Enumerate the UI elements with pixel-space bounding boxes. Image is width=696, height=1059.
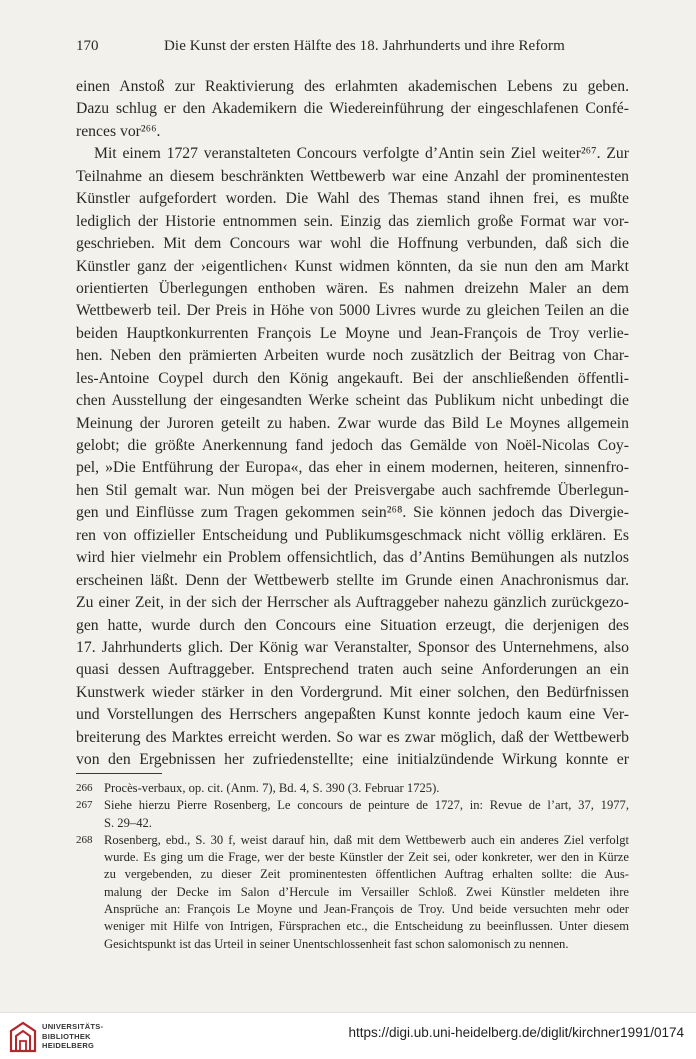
body-line: gelobt; die größte Anerkennung fand jedoch das Gemälde von Noël-Nicolas Coy- bbox=[76, 437, 629, 454]
footer-bar bbox=[0, 1012, 696, 1059]
body-line: Zu einer Zeit, in der sich der Herrscher als Auftraggeber nahezu gänzlich zurückgezo- bbox=[76, 594, 629, 612]
body-line: Kunstwerk wieder stärker in den Vordergrund. Mit einer solchen, den Bedürfnissen bbox=[76, 683, 629, 701]
body-line: pel, »Die Entführung der Europa«, das eher in einem modernen, heiteren, sinnenfro- bbox=[76, 459, 629, 477]
footnote-number: 268 bbox=[76, 833, 93, 846]
footnote-number: 267 bbox=[76, 799, 93, 812]
footnote-text: zu vergebenden, zu dieser Zeit prominentesten öffentlichen Auftrag erhalten sollte: die Aus- bbox=[104, 867, 629, 882]
heidelberg-library-logo-icon[interactable] bbox=[8, 1021, 38, 1053]
body-line: gen hatte, wurde durch den Concours eine Situation erzeugt, die derjenigen des bbox=[76, 616, 629, 634]
body-line: breiterung des Marktes erreicht werden. So war es zwar möglich, daß der Wettbewerb bbox=[76, 728, 629, 746]
source-url-link[interactable]: https://digi.ub.uni-heidelberg.de/diglit/kirchner1991/0174 bbox=[348, 1025, 684, 1040]
page-number: 170 bbox=[76, 38, 99, 54]
body-line: von den Ergebnissen her zufriedenstellte; eine initialzündende Wirkung konnte er bbox=[76, 751, 629, 769]
footnote-text: wurde. Es ging um die Frage, wer der beste Künstler der Zeit sei, oder konkreter, wer den in Kürze bbox=[104, 850, 629, 865]
body-line: geschrieben. Mit dem Concours war wohl die Hoffnung verbunden, daß sich die bbox=[76, 235, 629, 253]
footnote-text: malung der Decke im Salon d’Hercule im Versailler Schloß. Zwei Künstler meldeten ihre bbox=[104, 884, 629, 899]
body-line: rences vor²⁶⁶. bbox=[76, 122, 161, 140]
library-name: UNIVERSITÄTS- BIBLIOTHEK HEIDELBERG bbox=[42, 1022, 104, 1050]
body-line: Künstler ganz der ›eigentlichen‹ Kunst widmen könnten, da sie nun den am Markt bbox=[76, 257, 629, 275]
running-head: Die Kunst der ersten Hälfte des 18. Jahrhunderts und ihre Reform bbox=[164, 38, 565, 54]
footnotes bbox=[76, 780, 629, 953]
body-line: les-Antoine Coypel durch den König angekauft. Bei der anschließenden öffentli- bbox=[76, 369, 629, 387]
body-line: ren von offizieller Entscheidung und Publikumsgeschmack nicht völlig erklären. Es bbox=[76, 526, 629, 544]
body-line: quasi dessen Auftraggeber. Entsprechend traten auch seine Anforderungen an ein bbox=[76, 661, 629, 679]
body-line: 17. Jahrhunderts glich. Der König war Veranstalter, Sponsor des Unternehmens, also bbox=[76, 638, 629, 656]
body-line: Teilnahme an diesem beschränkten Wettbewerb war eine Anzahl der prominentesten bbox=[76, 167, 629, 185]
body-line: beiden Hauptkonkurrenten François Le Moyne und Jean-François de Troy verlie- bbox=[76, 324, 629, 342]
body-line: Meinung der Juroren geteilt zu haben. Zwar wurde das Bild Le Moynes allgemein bbox=[76, 414, 629, 432]
body-line: wird hier vielmehr ein Problem offensichtlich, das d’Antins Bemühungen als nutzlos bbox=[76, 549, 629, 567]
footnote-text: Gesichtspunkt ist das Urteil in seiner Unentschlossenheit fast schon salomonisch zu nennen. bbox=[104, 936, 569, 951]
body-line: Mit einem 1727 veranstalteten Concours verfolgte d’Antin sein Ziel weiter²⁶⁷. Zur bbox=[94, 145, 629, 163]
footnote-text: weniger mit Hilfe von Intrigen, Fürsprachen etc., die Entscheidung zu beeinflussen. Unter diesem bbox=[104, 919, 629, 934]
body-text bbox=[76, 76, 629, 772]
footnote-text: Siehe hierzu Pierre Rosenberg, Le concours de peinture de 1727, in: Revue de l’art, 37, 1977, bbox=[104, 798, 629, 813]
footnote-text: Ansprüche an: François Le Moyne und Jean-François de Troy. Und beide versuchten mehr oder bbox=[104, 902, 629, 917]
footnote-267 bbox=[76, 797, 629, 814]
body-line: hen. Neben den prämierten Arbeiten wurde noch zusätzlich der Beitrag von Char- bbox=[76, 347, 629, 365]
footnote-266 bbox=[76, 780, 629, 797]
body-line: einen Anstoß zur Reaktivierung des erlahmten akademischen Lebens zu geben. bbox=[76, 78, 629, 95]
body-line: chen Ausstellung der eingesandten Werke scheint das Publikum nicht unbedingt die bbox=[76, 392, 629, 410]
body-line: gen und Einflüsse zum Tragen gekommen sein²⁶⁸. Sie können jedoch das Divergie- bbox=[76, 504, 629, 522]
body-line: Wettbewerb teil. Der Preis in Höhe von 5000 Livres wurde zu gleichen Teilen an die bbox=[76, 302, 629, 320]
footnote-text: Procès-verbaux, op. cit. (Anm. 7), Bd. 4, S. 390 (3. Februar 1725). bbox=[104, 781, 440, 795]
footnote-number: 266 bbox=[76, 782, 93, 794]
footnote-text: Rosenberg, ebd., S. 30 f, weist darauf hin, daß mit dem Wettbewerb auch ein anderes Ziel verfolgt bbox=[104, 832, 629, 847]
footnote-268 bbox=[76, 832, 629, 849]
body-line: lediglich der Historie entnommen sein. Einzig das ziemlich große Format war vor- bbox=[76, 212, 629, 230]
body-line: Dazu schlug er den Akademikern die Wiedereinführung der eingeschlafenen Confé- bbox=[76, 100, 629, 118]
footnote-text: S. 29–42. bbox=[104, 815, 152, 830]
body-line: hen Stil gemalt war. Nun mögen bei der Preisvergabe auch sachfremde Überlegun- bbox=[76, 481, 629, 499]
footnote-divider bbox=[76, 773, 162, 774]
body-line: erscheinen läßt. Denn der Wettbewerb stellte im Grunde einen Anachronismus dar. bbox=[76, 571, 629, 589]
body-line: und Vorstellungen des Herrschers angepaßten Kunst konnte jedoch kaum eine Ver- bbox=[76, 706, 629, 724]
body-line: orientierten Überlegungen enthoben wären. Es nahmen dreizehn Maler an dem bbox=[76, 279, 629, 297]
body-line: Künstler aufgefordert worden. Die Wahl des Themas stand ihnen frei, es mußte bbox=[76, 190, 629, 208]
